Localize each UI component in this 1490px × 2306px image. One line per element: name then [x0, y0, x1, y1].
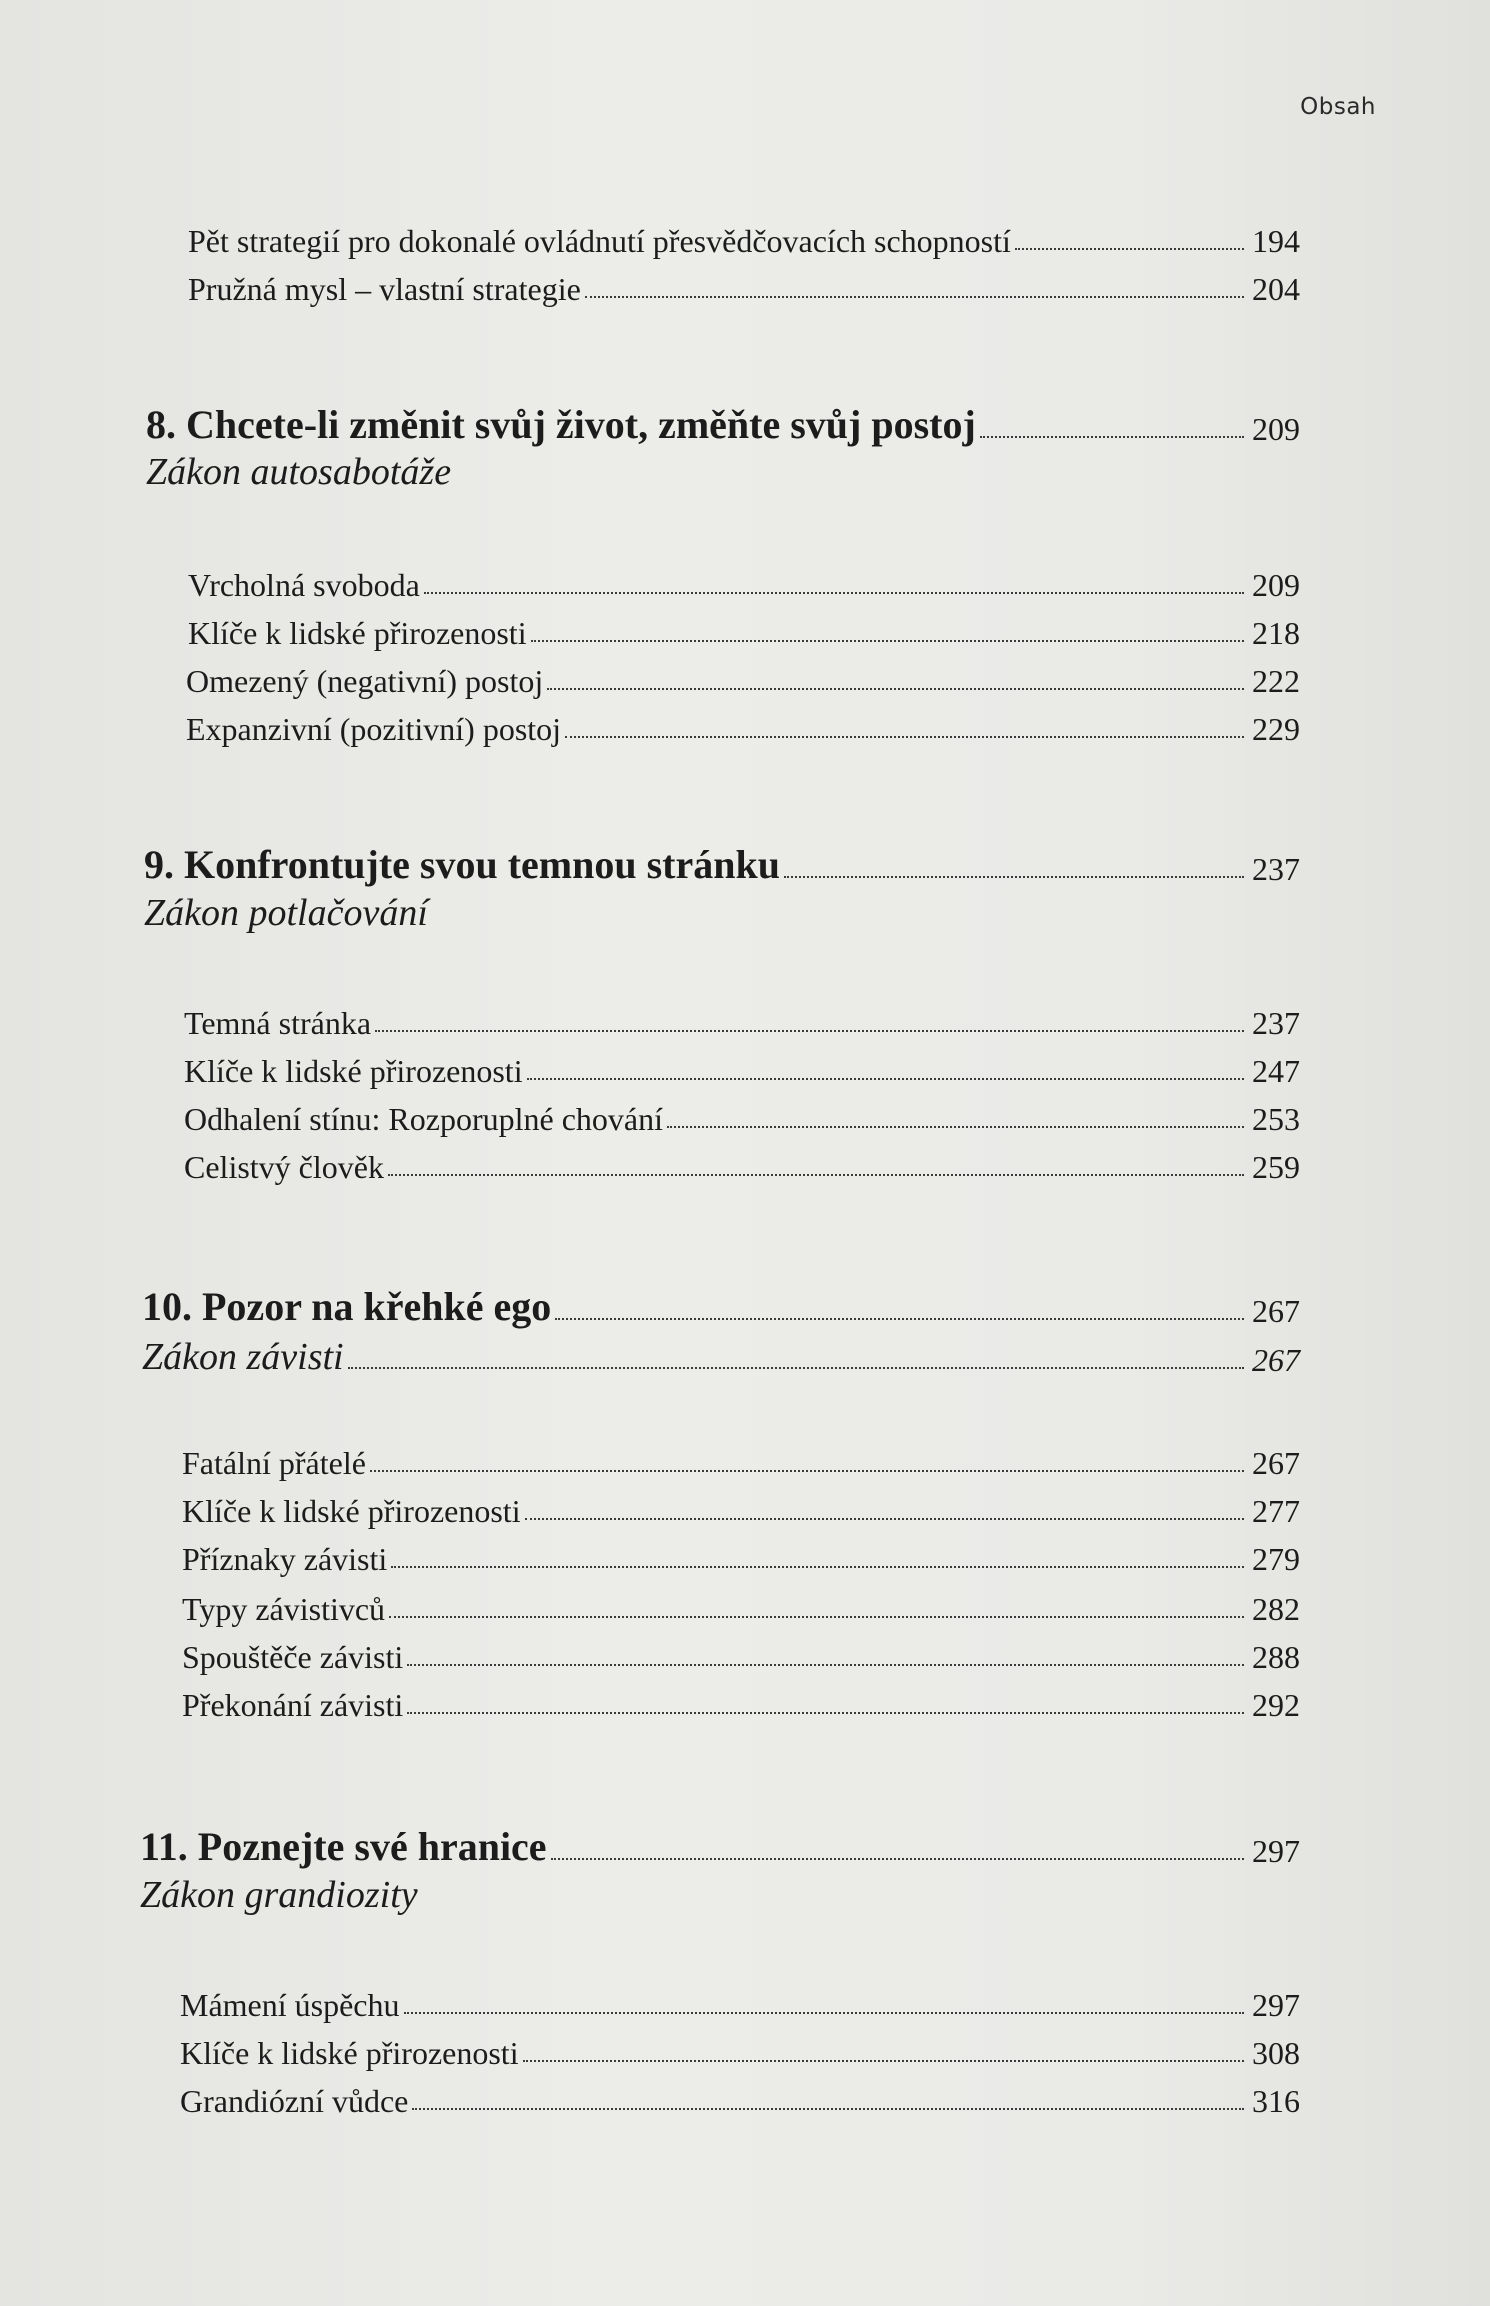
chapter-title: 11. Poznejte své hranice [140, 1824, 547, 1869]
dot-leader [980, 436, 1244, 438]
entry-page: 194 [1252, 223, 1300, 259]
chapter-heading [140, 1824, 1300, 1870]
toc-entry [182, 1630, 1300, 1676]
entry-label: Pět strategií pro dokonalé ovládnutí přesvědčovacích schopností [188, 223, 1011, 259]
dot-leader [565, 736, 1244, 738]
dot-leader [424, 592, 1244, 594]
toc-entry [188, 558, 1300, 604]
dot-leader [527, 1078, 1244, 1080]
toc-entry [188, 214, 1300, 260]
entry-label: Pružná mysl – vlastní strategie [188, 271, 581, 307]
chapter-page: 209 [1252, 411, 1300, 447]
entry-page: 247 [1252, 1053, 1300, 1089]
entry-label: Spouštěče závisti [182, 1639, 404, 1675]
dot-leader [523, 2060, 1244, 2062]
chapter-title: 9. Konfrontujte svou temnou stránku [144, 842, 780, 887]
entry-label: Mámení úspěchu [180, 1987, 400, 2023]
toc-entry [182, 1532, 1300, 1578]
chapter-heading [144, 842, 1300, 888]
toc-entry [186, 654, 1300, 700]
entry-label: Klíče k lidské přirozenosti [180, 2035, 519, 2071]
toc-entry [184, 996, 1300, 1042]
entry-page: 308 [1252, 2035, 1300, 2071]
dot-leader [375, 1030, 1244, 1032]
toc-entry [180, 2074, 1300, 2120]
entry-page: 282 [1252, 1591, 1300, 1627]
entry-label: Fatální přátelé [182, 1445, 366, 1481]
entry-label: Typy závistivců [182, 1591, 386, 1627]
chapter-law-line [142, 1333, 1300, 1379]
entry-page: 316 [1252, 2083, 1300, 2119]
entry-label: Temná stránka [184, 1005, 372, 1041]
entry-page: 277 [1252, 1493, 1300, 1529]
entry-label: Klíče k lidské přirozenosti [182, 1493, 521, 1529]
entry-label: Grandiózní vůdce [180, 2083, 409, 2119]
entry-label: Klíče k lidské přirozenosti [184, 1053, 523, 1089]
dot-leader [391, 1566, 1244, 1568]
entry-page: 297 [1252, 1987, 1300, 2023]
entry-label: Klíče k lidské přirozenosti [188, 615, 527, 651]
toc-entry [184, 1140, 1300, 1186]
chapter-page: 297 [1252, 1833, 1300, 1869]
toc-entry [188, 606, 1300, 652]
toc-entry [180, 2026, 1300, 2072]
dot-leader [784, 876, 1244, 878]
toc-entry [186, 702, 1300, 748]
dot-leader [407, 1664, 1244, 1666]
dot-leader [388, 1174, 1244, 1176]
entry-label: Příznaky závisti [182, 1541, 388, 1577]
chapter-title: 10. Pozor na křehké ego [142, 1284, 552, 1329]
chapter-title: 8. Chcete-li změnit svůj život, změňte svůj postoj [146, 402, 976, 447]
entry-label: Odhalení stínu: Rozporuplné chování [184, 1101, 664, 1137]
dot-leader [551, 1858, 1244, 1860]
entry-page: 253 [1252, 1101, 1300, 1137]
entry-page: 237 [1252, 1005, 1300, 1041]
entry-label: Omezený (negativní) postoj [186, 663, 544, 699]
entry-label: Překonání závisti [182, 1687, 404, 1723]
entry-page: 292 [1252, 1687, 1300, 1723]
entry-page: 222 [1252, 663, 1300, 699]
entry-label: Celistvý člověk [184, 1149, 384, 1185]
toc-entry [182, 1436, 1300, 1482]
dot-leader [348, 1367, 1244, 1369]
dot-leader [389, 1616, 1244, 1618]
entry-page: 267 [1252, 1445, 1300, 1481]
chapter-law: Zákon potlačování [144, 892, 428, 934]
toc-entry [184, 1044, 1300, 1090]
toc-entry [188, 262, 1300, 308]
dot-leader [555, 1318, 1244, 1320]
chapter-law: Zákon závisti [142, 1336, 344, 1378]
chapter-heading [146, 402, 1300, 448]
dot-leader [531, 640, 1244, 642]
dot-leader [404, 2012, 1245, 2014]
dot-leader [547, 688, 1244, 690]
dot-leader [525, 1518, 1244, 1520]
entry-page: 288 [1252, 1639, 1300, 1675]
chapter-heading [142, 1284, 1300, 1330]
entry-page: 218 [1252, 615, 1300, 651]
chapter-page: 267 [1252, 1293, 1300, 1329]
chapter-law-page: 267 [1252, 1342, 1300, 1378]
chapter-law: Zákon autosabotáže [146, 451, 452, 493]
entry-page: 209 [1252, 567, 1300, 603]
toc-entry [182, 1582, 1300, 1628]
toc-entry [184, 1092, 1300, 1138]
dot-leader [407, 1712, 1244, 1714]
entry-page: 259 [1252, 1149, 1300, 1185]
dot-leader [1015, 248, 1244, 250]
toc-entry [182, 1678, 1300, 1724]
entry-label: Vrcholná svoboda [188, 567, 420, 603]
dot-leader [370, 1470, 1244, 1472]
entry-page: 204 [1252, 271, 1300, 307]
running-head: Obsah [1300, 94, 1376, 120]
entry-page: 279 [1252, 1541, 1300, 1577]
chapter-page: 237 [1252, 851, 1300, 887]
dot-leader [585, 296, 1244, 298]
entry-page: 229 [1252, 711, 1300, 747]
toc-entry [180, 1978, 1300, 2024]
toc-entry [182, 1484, 1300, 1530]
chapter-law: Zákon grandiozity [140, 1874, 418, 1916]
dot-leader [667, 1126, 1244, 1128]
entry-label: Expanzivní (pozitivní) postoj [186, 711, 562, 747]
dot-leader [412, 2108, 1244, 2110]
